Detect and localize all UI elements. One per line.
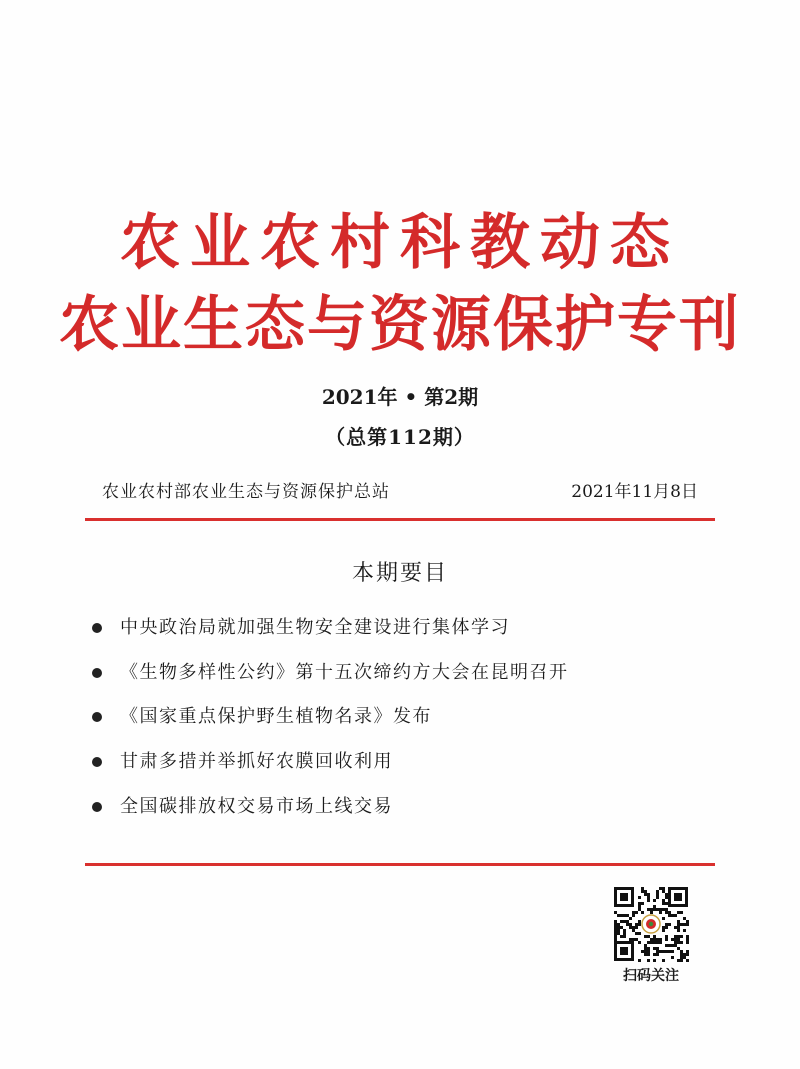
- list-item: [92, 695, 569, 740]
- title-line-1: 农业农村科教动态: [120, 208, 680, 278]
- publisher: 农业农村部农业生态与资源保护总站: [102, 482, 390, 502]
- list-item: [92, 784, 569, 829]
- issue-number: 2021年 • 第2期: [321, 385, 479, 409]
- qr-code-icon[interactable]: [612, 885, 690, 963]
- list-item: [92, 740, 569, 785]
- bottom-divider: [85, 863, 715, 866]
- bullet-icon: [92, 668, 102, 678]
- list-item: [92, 651, 569, 696]
- list-item-text: 全国碳排放权交易市场上线交易: [120, 795, 393, 817]
- bullet-icon: [92, 623, 102, 633]
- top-divider: [85, 518, 715, 521]
- list-item-text: 《生物多样性公约》第十五次缔约方大会在昆明召开: [120, 661, 569, 683]
- list-item: [92, 606, 569, 651]
- qr-caption: 扫码关注: [623, 968, 679, 984]
- contents-list: [92, 606, 569, 829]
- title-line-2: 农业生态与资源保护专刊: [59, 290, 741, 360]
- bullet-icon: [92, 757, 102, 767]
- publish-date: 2021年11月8日: [571, 482, 698, 502]
- issue-total: （总第112期）: [325, 425, 475, 449]
- bullet-icon: [92, 712, 102, 722]
- bullet-icon: [92, 802, 102, 812]
- list-item-text: 甘肃多措并举抓好农膜回收利用: [120, 751, 393, 773]
- contents-title: 本期要目: [351, 561, 448, 586]
- list-item-text: 中央政治局就加强生物安全建设进行集体学习: [120, 617, 510, 639]
- list-item-text: 《国家重点保护野生植物名录》发布: [120, 706, 432, 728]
